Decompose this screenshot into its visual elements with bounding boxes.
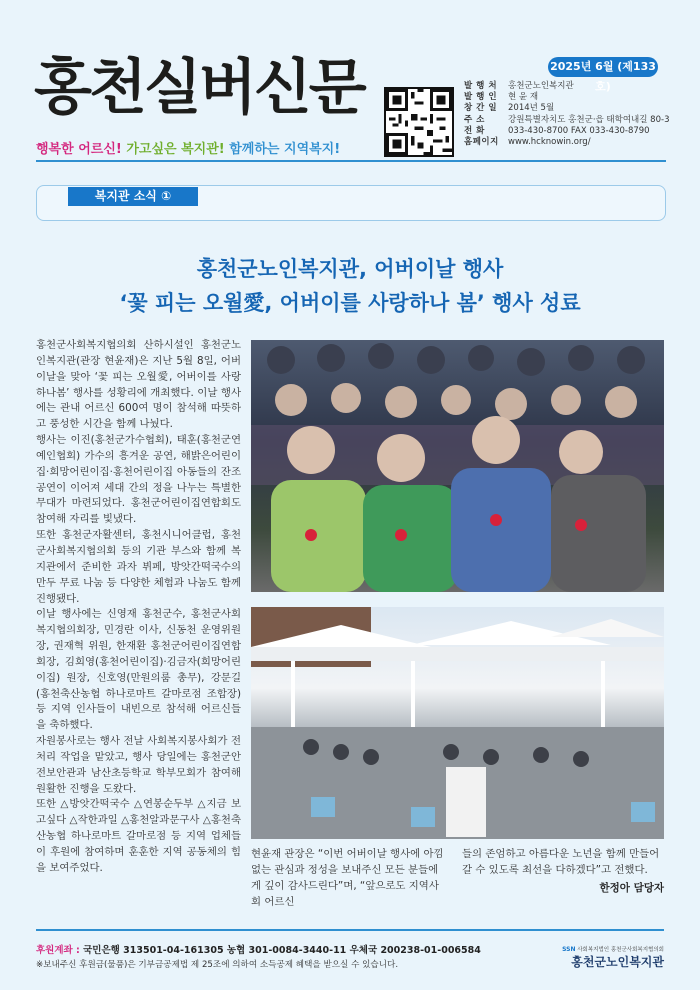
info-label: 홈페이지	[464, 136, 499, 147]
section-tag: 복지관 소식 ①	[68, 187, 198, 206]
slogan	[36, 138, 340, 157]
info-value: 2014년 5월	[508, 103, 555, 114]
donation-account-list: 국민은행 313501-04-161305 농협 301-0084-3440-11 우체국 200238-01-006584	[83, 945, 481, 956]
tax-note: ※보내주신 후원금(물품)은 기부금공제법 제 25조에 의하여 소득공제 혜택을 받으실 수 있습니다.	[36, 960, 399, 970]
masthead-title: 홍천실버신문	[34, 53, 364, 123]
info-label: 발 행 처	[464, 81, 498, 91]
info-value[interactable]: www.hcknowin.org/	[508, 136, 591, 147]
slogan-2: 가고싶은 복지관!	[126, 142, 225, 157]
info-value: 강원특별자치도 홍천군·읍 태학여내길 80-3	[508, 114, 670, 125]
article-paragraph: 또한 홍천군자활센터, 홍천시니어클럽, 홍천군사회복지협의회 등의 기관 부스와 함께 복지관에서 준비한 과자 뷔페, 방앗간떡국수의 만두 무료 나눔 등 다양한 체험과 나눔도 함께 진행됐다.	[36, 529, 241, 605]
info-value: 홍천군노인복지관	[508, 81, 574, 91]
article-paragraph: 또한 △방앗간떡국수 △연봉순두부 △지금 보고싶다 △작한과일 △홍천알과문구사 △홍천축산농협 하나로마트 갈마로점 등 지역 업체들이 후원에 참여하며 훈훈한 지역 공동체의 힘을 보여주었다.	[36, 798, 241, 874]
article-paragraph: 홍천군사회복지협의회 산하시설인 홍천군노인복지관(관장 현윤재)은 지난 5월 8일, 어버이날을 맞아 ‘꽃 피는 오월愛, 어버이를 사랑하나봄’ 행사를 성황리에 개최했다. 이날 행사에는 관내 어르신 600여 명이 참석해 따뜻하고 풍성한 시간을 함께 나눴다.	[36, 339, 241, 431]
org-parent: SSN 사회복지법인 홍천군사회복지협의회	[562, 946, 664, 953]
info-label: 발 행 인	[464, 92, 498, 103]
masthead-divider	[36, 160, 666, 162]
info-value: 033-430-8700 FAX 033-430-8790	[508, 125, 650, 136]
donation-accounts	[36, 942, 481, 956]
issue-badge: 2025년 6월 (제133호)	[548, 57, 658, 77]
info-label: 주 소	[464, 114, 485, 125]
footer-divider	[36, 929, 664, 931]
org-name: 홍천군노인복지관	[571, 955, 664, 969]
slogan-3: 함께하는 지역복지!	[229, 142, 341, 157]
org-logo	[560, 945, 664, 970]
info-label: 전 화	[464, 125, 485, 136]
quote-left: 현윤재 관장은 “이번 어버이날 행사에 아낌없는 관심과 정성을 보내주신 모든 분들에게 깊이 감사드린다”며, “앞으로도 지역사회 어르신	[251, 848, 444, 908]
article-paragraph: 자원봉사로는 행사 전날 사회복지봉사회가 전처리 작업을 맡았고, 행사 당일에는 홍천군안전보안관과 남산초등학교 학부모회가 참여해 원활한 진행을 도왔다.	[36, 735, 241, 795]
byline: 한정아 담당자	[599, 882, 664, 894]
info-label: 창 간 일	[464, 103, 498, 114]
publisher-info	[464, 81, 674, 148]
donation-label: 후원계좌 :	[36, 945, 84, 956]
info-value: 현 윤 재	[508, 92, 539, 103]
ssn-logo-icon: SSN	[562, 946, 576, 953]
event-photo-audience	[251, 340, 664, 592]
qr-code-icon[interactable]	[384, 87, 454, 157]
article-subheadline: ‘꽃 피는 오월愛, 어버이를 사랑하나 봄’ 행사 성료	[119, 291, 581, 315]
event-photo-tents	[251, 607, 664, 839]
article-paragraph: 행사는 이진(홍천군가수협회), 태훈(홍천군연예인협회) 가수의 흥겨운 공연, 해밝은어린이집·희망어린이집·홍천어린이집 아동들의 잔조공연이 이어져 세대 간의 정을 나누는 특별한 무대가 마련되었다. 홍천군어린이집연합회도 참여해 자리를 빛냈다.	[36, 434, 241, 526]
article-headline: 홍천군노인복지관, 어버이날 행사	[196, 257, 504, 281]
quote-right: 들의 존엄하고 아름다운 노년을 함께 만들어갈 수 있도록 최선을 다하겠다”고 전했다.	[462, 848, 660, 876]
article-paragraph: 이날 행사에는 신영재 홍천군수, 홍천군사회복지협의회장, 민경란 이사, 신동천 운영위원장, 권재혁 위원, 한재환 홍천군어린이집연합회장, 김희영(홍천어린이집)·김금자(희망어린이집) 원장, 신호영(만원의룸 총무), 강문길(홍천축산농협 하나로마트 갈마로점 조합장) 등 지역 인사들이 내빈으로 참석해 어르신들을 축하했다.	[36, 608, 241, 732]
slogan-1: 행복한 어르신!	[36, 142, 122, 157]
article-body	[36, 338, 241, 877]
